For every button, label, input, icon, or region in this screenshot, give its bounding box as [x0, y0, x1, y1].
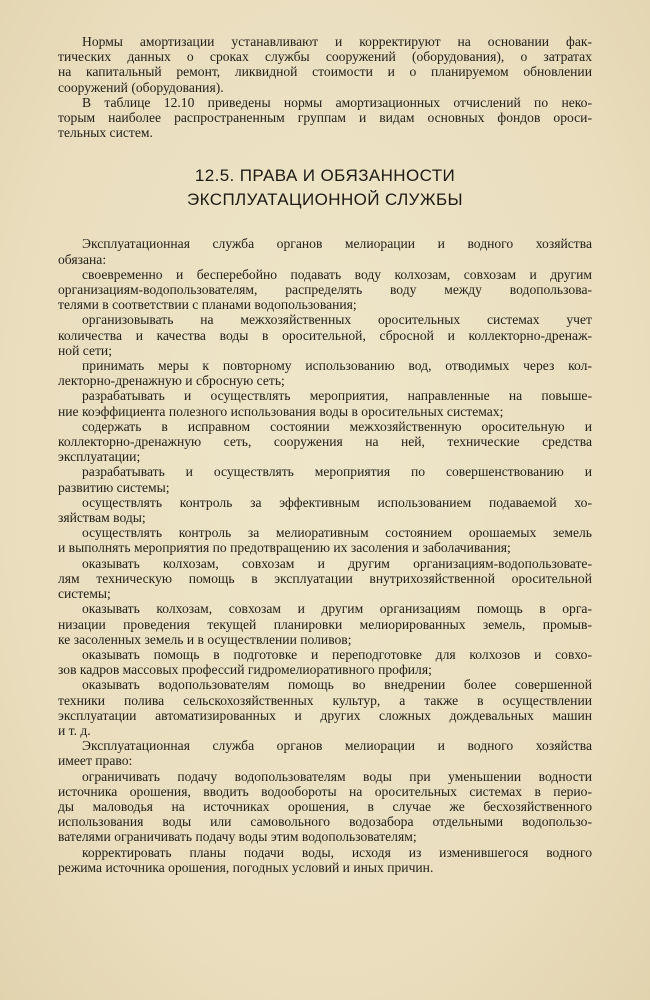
text-line: коллекторно-дренажную сеть, сооружения на ней, технические средства [58, 434, 592, 450]
text-line: телями в соответствии с планами водопользования; [58, 297, 357, 313]
text-line: обязана: [58, 251, 107, 267]
duty-item [58, 495, 592, 525]
rights-block [58, 738, 592, 875]
right-item [58, 738, 592, 768]
text-line: разрабатывать и осуществлять мероприятия по совершенствованию и [82, 464, 592, 480]
text-line: ограничивать подачу водопользователям воды при уменьшении водности [82, 768, 592, 784]
text-line: оказывать колхозам, совхозам и другим организациям помощь в орга- [82, 601, 592, 617]
text-line: осуществлять контроль за эффективным использованием подаваемой хо- [82, 494, 592, 510]
text-line: Нормы амортизации устанавливают и корректируют на основании фак- [82, 34, 592, 49]
text-line: ной сети; [58, 342, 112, 358]
duty-item [58, 556, 592, 602]
text-line: ке засоленных земель и в осуществлении поливов; [58, 631, 352, 647]
text-line: ды маловодья на источниках орошения, в случае же бесхозяйственного [58, 798, 592, 814]
text-line: количества и качества воды в оросительной, сбросной и коллекторно-дренаж- [58, 327, 592, 343]
right-item [58, 769, 592, 845]
text-line: организациям-водопользователям, распределять воду между водопользова- [58, 282, 592, 298]
duty-item [58, 419, 592, 465]
text-line: лям техническую помощь в эксплуатации внутрихозяйственной оросительной [58, 570, 592, 586]
intro-paragraph [58, 34, 592, 95]
text-line: осуществлять контроль за мелиоративным состоянием орошаемых земель [82, 525, 592, 541]
duty-item [58, 267, 592, 313]
intro-paragraph [58, 95, 592, 141]
duty-item [58, 464, 592, 494]
duty-item [58, 358, 592, 388]
section-heading-line-2: ЭКСПЛУАТАЦИОННОЙ СЛУЖБЫ [187, 190, 463, 210]
text-line: сооружений (оборудования). [58, 79, 224, 95]
duty-item [58, 677, 592, 738]
text-line: и выполнять мероприятия по предотвращению их засоления и заболачивания; [58, 540, 511, 556]
duty-item [58, 312, 592, 358]
text-line: развитию системы; [58, 479, 170, 495]
intro-block [58, 34, 592, 140]
duty-item [58, 236, 592, 266]
duty-item [58, 525, 592, 555]
text-line: использования воды или самовольного водозабора отдельными водопользо- [58, 814, 592, 830]
text-line: эксплуатации автоматизированных и других сложных дождевальных машин [58, 707, 592, 723]
duty-item [58, 647, 592, 677]
text-line: системы; [58, 586, 111, 602]
text-line: оказывать колхозам, совхозам и другим организациям-водопользовате- [82, 555, 592, 571]
text-line: вателями ограничивать подачу воды этим водопользователям; [58, 829, 417, 845]
text-line: принимать меры к повторному использованию вод, отводимых через кол- [82, 358, 592, 374]
text-line: и т. д. [58, 722, 91, 738]
text-line: Эксплуатационная служба органов мелиорации и водного хозяйства [82, 738, 592, 754]
text-line: корректировать планы подачи воды, исходя из изменившегося водного [82, 844, 592, 860]
text-line: Эксплуатационная служба органов мелиорации и водного хозяйства [82, 236, 592, 252]
text-line: содержать в исправном состоянии межхозяйственную оросительную и [82, 418, 592, 434]
text-line: тельных систем. [58, 125, 153, 141]
duty-item [58, 388, 592, 418]
text-line: оказывать помощь в подготовке и переподготовке для колхозов и совхо- [82, 646, 592, 662]
text-line: торым наиболее распространенным группам и видам основных фондов ороси- [58, 110, 592, 126]
text-line: зов кадров массовых профессий гидромелиоративного профиля; [58, 662, 432, 678]
text-line: источника орошения, вводить водообороты на оросительных системах в перио- [58, 783, 592, 799]
duty-item [58, 601, 592, 647]
text-line: своевременно и бесперебойно подавать воду колхозам, совхозам и другим [82, 266, 592, 282]
text-line: оказывать водопользователям помощь во внедрении более совершенной [82, 677, 592, 693]
text-line: В таблице 12.10 приведены нормы амортизационных отчислений по неко- [82, 94, 592, 110]
section-heading [58, 164, 592, 212]
text-line: тических данных о сроках службы сооружений (оборудования), о затратах [58, 49, 592, 65]
text-line: техники полива сельскохозяйственных культур, а также в осуществлении [58, 692, 592, 708]
text-line: организовывать на межхозяйственных оросительных системах учет [82, 312, 592, 328]
text-line: эксплуатации; [58, 449, 141, 465]
text-line: режима источника орошения, погодных условий и иных причин. [58, 859, 434, 875]
text-line: на капитальный ремонт, ликвидной стоимости и о планируемом обновлении [58, 64, 592, 80]
text-line: зяйствам воды; [58, 510, 146, 526]
right-item [58, 845, 592, 875]
text-line: ние коэффициента полезного использования воды в оросительных системах; [58, 403, 504, 419]
text-line: лекторно-дренажную и сбросную сеть; [58, 373, 285, 389]
duties-block [58, 236, 592, 738]
text-line: разрабатывать и осуществлять мероприятия, направленные на повыше- [82, 388, 592, 404]
section-heading-line-1: 12.5. ПРАВА И ОБЯЗАННОСТИ [194, 166, 456, 186]
text-line: имеет право: [58, 753, 133, 769]
text-line: низации проведения текущей планировки мелиорированных земель, промыв- [58, 616, 592, 632]
